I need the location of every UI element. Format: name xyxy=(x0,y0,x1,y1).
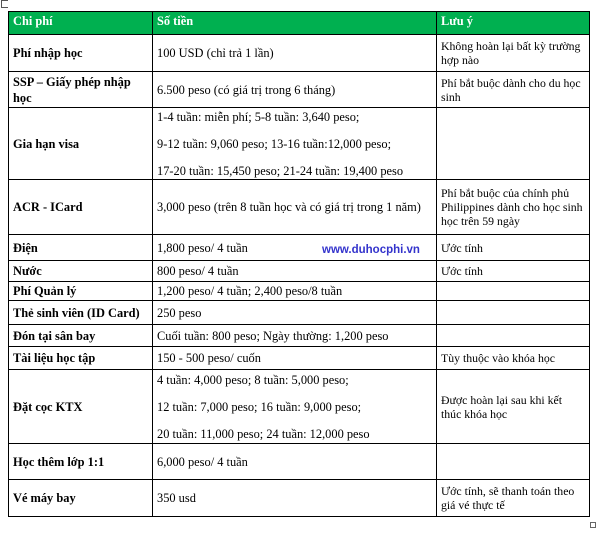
header-cost: Chi phí xyxy=(9,12,153,35)
cost-note: Tùy thuộc vào khóa học xyxy=(437,347,590,370)
table-row xyxy=(9,370,590,444)
amount-line: 17-20 tuần: 15,450 peso; 21-24 tuần: 19,400 peso xyxy=(157,163,404,178)
cost-name: Đặt cọc KTX xyxy=(9,370,153,444)
table-resize-handle-icon[interactable] xyxy=(590,522,596,528)
amount-line: 20 tuần: 11,000 peso; 24 tuần: 12,000 peso xyxy=(157,426,370,441)
table-row xyxy=(9,301,590,325)
cost-note: Ước tính xyxy=(437,261,590,282)
amount-line: 800 peso/ 4 tuần xyxy=(157,264,239,278)
amount-line: 350 usd xyxy=(157,491,196,505)
fee-table xyxy=(8,11,590,517)
cost-amount xyxy=(153,282,437,301)
amount-line: 1,800 peso/ 4 tuần xyxy=(157,240,248,255)
cost-name: Học thêm lớp 1:1 xyxy=(9,444,153,480)
cost-name: SSP – Giấy phép nhập học xyxy=(9,72,153,108)
table-row xyxy=(9,480,590,517)
table-row xyxy=(9,325,590,347)
cost-name: Đón tại sân bay xyxy=(9,325,153,347)
amount-line: 6,000 peso/ 4 tuần xyxy=(157,454,248,469)
table-row xyxy=(9,108,590,180)
cost-name: Điện xyxy=(9,235,153,261)
cost-name: Thẻ sinh viên (ID Card) xyxy=(9,301,153,325)
table-row xyxy=(9,261,590,282)
cost-amount xyxy=(153,325,437,347)
amount-line: 1,200 peso/ 4 tuần; 2,400 peso/8 tuần xyxy=(157,284,343,298)
cost-note xyxy=(437,325,590,347)
cost-note: Phí bắt buộc của chính phủ Philippines dành cho học sinh học trên 59 ngày xyxy=(437,180,590,235)
watermark-text: www.duhocphi.vn xyxy=(322,244,420,256)
cost-name: Vé máy bay xyxy=(9,480,153,517)
cost-note: Không hoàn lại bất kỳ trường hợp nào xyxy=(437,35,590,72)
cost-note: Phí bắt buộc dành cho du học sinh xyxy=(437,72,590,108)
table-row xyxy=(9,35,590,72)
cost-amount xyxy=(153,347,437,370)
cost-amount xyxy=(153,480,437,517)
cost-name: Tài liệu học tập xyxy=(9,347,153,370)
amount-line: 150 - 500 peso/ cuốn xyxy=(157,351,261,365)
header-note: Lưu ý xyxy=(437,12,590,35)
table-row xyxy=(9,444,590,480)
cost-name: ACR - ICard xyxy=(9,180,153,235)
cost-amount xyxy=(153,444,437,480)
cost-amount xyxy=(153,261,437,282)
cost-amount xyxy=(153,72,437,108)
cost-name: Nước xyxy=(9,261,153,282)
table-header-row xyxy=(9,12,590,35)
cost-name: Phí nhập học xyxy=(9,35,153,72)
cost-name: Gia hạn visa xyxy=(9,108,153,180)
amount-line: Cuối tuần: 800 peso; Ngày thường: 1,200 peso xyxy=(157,328,389,343)
amount-line: 3,000 peso (trên 8 tuần học và có giá trị trong 1 năm) xyxy=(157,200,421,214)
cost-note: Ước tính, sẽ thanh toán theo giá vé thực tế xyxy=(437,480,590,517)
table-row xyxy=(9,347,590,370)
amount-line: 6.500 peso (có giá trị trong 6 tháng) xyxy=(157,82,336,97)
amount-line: 9-12 tuần: 9,060 peso; 13-16 tuần:12,000 peso; xyxy=(157,136,392,151)
table-row xyxy=(9,180,590,235)
table-move-handle-icon[interactable] xyxy=(1,0,8,8)
cost-amount xyxy=(153,370,437,444)
cost-amount xyxy=(153,35,437,72)
cost-name: Phí Quản lý xyxy=(9,282,153,301)
amount-line: 100 USD (chỉ trả 1 lần) xyxy=(157,46,274,60)
cost-note xyxy=(437,301,590,325)
table-row xyxy=(9,282,590,301)
cost-amount xyxy=(153,180,437,235)
cost-note: Ước tính xyxy=(437,235,590,261)
amount-line: 250 peso xyxy=(157,305,202,320)
cost-note xyxy=(437,108,590,180)
amount-line: 12 tuần: 7,000 peso; 16 tuần: 9,000 peso; xyxy=(157,399,362,414)
cost-amount xyxy=(153,301,437,325)
cost-note xyxy=(437,282,590,301)
amount-line: 1-4 tuần: miễn phí; 5-8 tuần: 3,640 peso; xyxy=(157,109,360,124)
cost-note xyxy=(437,444,590,480)
cost-amount xyxy=(153,108,437,180)
header-amount: Số tiền xyxy=(153,12,437,35)
table-row xyxy=(9,72,590,108)
table-row xyxy=(9,235,590,261)
cost-note: Được hoàn lại sau khi kết thúc khóa học xyxy=(437,370,590,444)
amount-line: 4 tuần: 4,000 peso; 8 tuần: 5,000 peso; xyxy=(157,372,349,387)
